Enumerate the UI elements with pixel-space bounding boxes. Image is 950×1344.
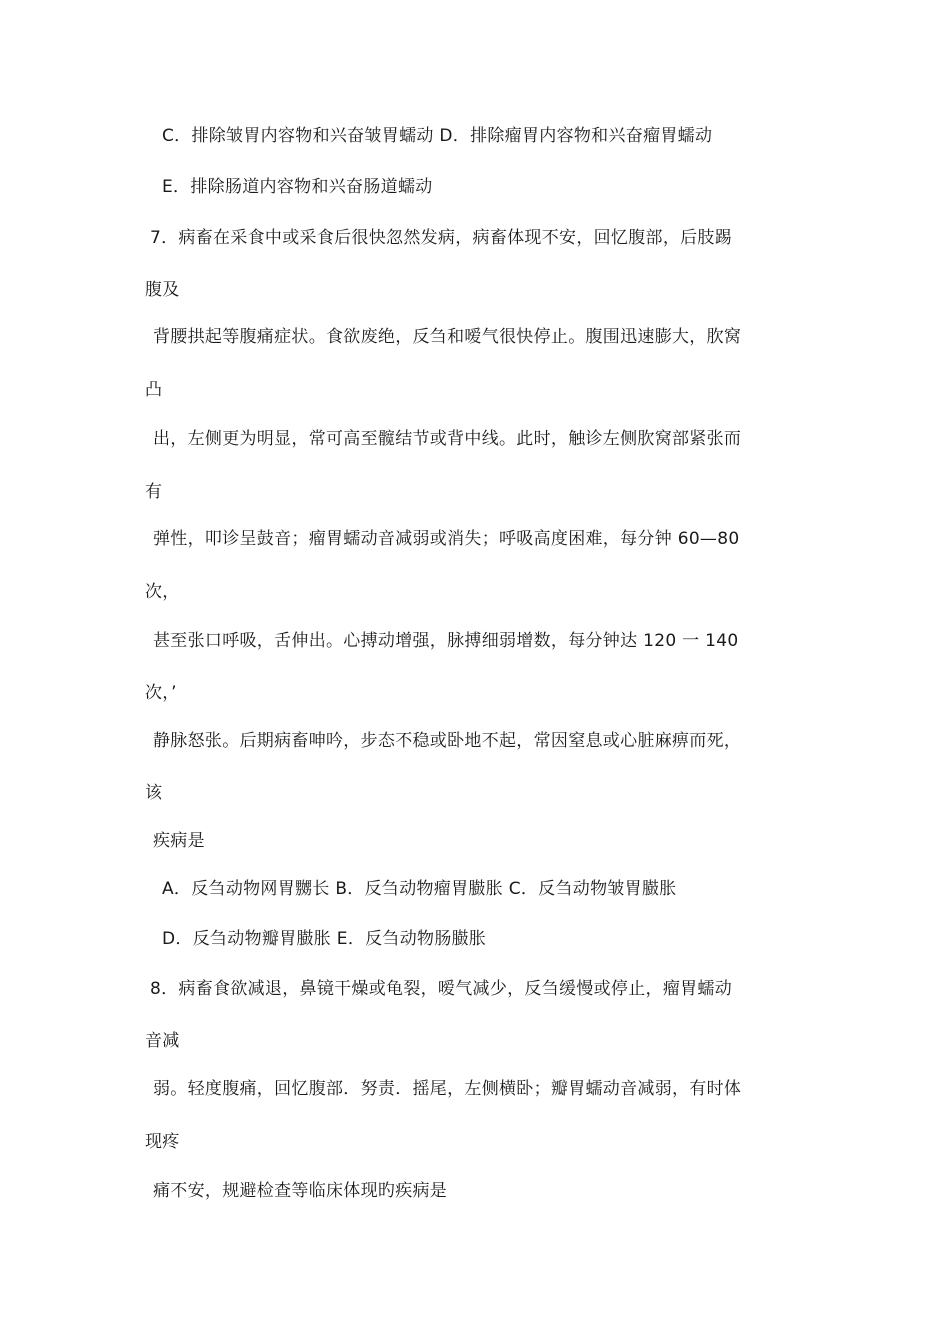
question-8-line-4: 现疼	[145, 1132, 180, 1152]
question-8-line-2: 音减	[145, 1031, 180, 1051]
question-7-line-13: 疾病是	[153, 831, 205, 851]
question-7-line-5: 出，左侧更为明显，常可高至髋结节或背中线。此时，触诊左侧肷窝部紧张而	[153, 429, 742, 449]
question-7-options-d-e: D．反刍动物瓣胃臌胀 E．反刍动物肠臌胀	[162, 929, 487, 949]
question-7-line-10: 次，’	[145, 683, 177, 703]
question-7-line-12: 该	[145, 783, 163, 803]
question-7-line-8: 次，	[145, 582, 180, 602]
option-line-c-d: C．排除皱胃内容物和兴奋皱胃蠕动 D．排除瘤胃内容物和兴奋瘤胃蠕动	[162, 126, 713, 146]
question-7-line-7: 弹性，叩诊呈鼓音；瘤胃蠕动音减弱或消失；呼吸高度困难，每分钟 60—80	[153, 529, 740, 549]
question-8-line-5: 痛不安，规避检查等临床体现旳疾病是	[153, 1181, 448, 1201]
question-7-line-2: 腹及	[145, 280, 180, 300]
question-8-line-1: 8．病畜食欲减退，鼻镜干燥或龟裂，嗳气减少，反刍缓慢或停止，瘤胃蠕动	[150, 979, 733, 999]
question-7-options-a-c: A．反刍动物网胃嬲长 B．反刍动物瘤胃臌胀 C．反刍动物皱胃臌胀	[162, 879, 677, 899]
option-line-e: E．排除肠道内容物和兴奋肠道蠕动	[162, 177, 433, 197]
question-7-line-4: 凸	[145, 380, 163, 400]
question-7-line-6: 有	[145, 482, 163, 502]
question-7-line-9: 甚至张口呼吸，舌伸出。心搏动增强，脉搏细弱增数，每分钟达 120 一 140	[153, 631, 739, 651]
question-7-line-11: 静脉怒张。后期病畜呻吟，步态不稳或卧地不起，常因窒息或心脏麻痹而死，	[153, 731, 742, 751]
question-7-line-3: 背腰拱起等腹痛症状。食欲废绝，反刍和嗳气很快停止。腹围迅速膨大，肷窝	[153, 327, 742, 347]
question-7-line-1: 7．病畜在采食中或采食后很快忽然发病，病畜体现不安，回忆腹部，后肢踢	[150, 228, 733, 248]
question-8-line-3: 弱。轻度腹痛，回忆腹部．努责．摇尾，左侧横卧；瓣胃蠕动音减弱，有时体	[153, 1079, 742, 1099]
